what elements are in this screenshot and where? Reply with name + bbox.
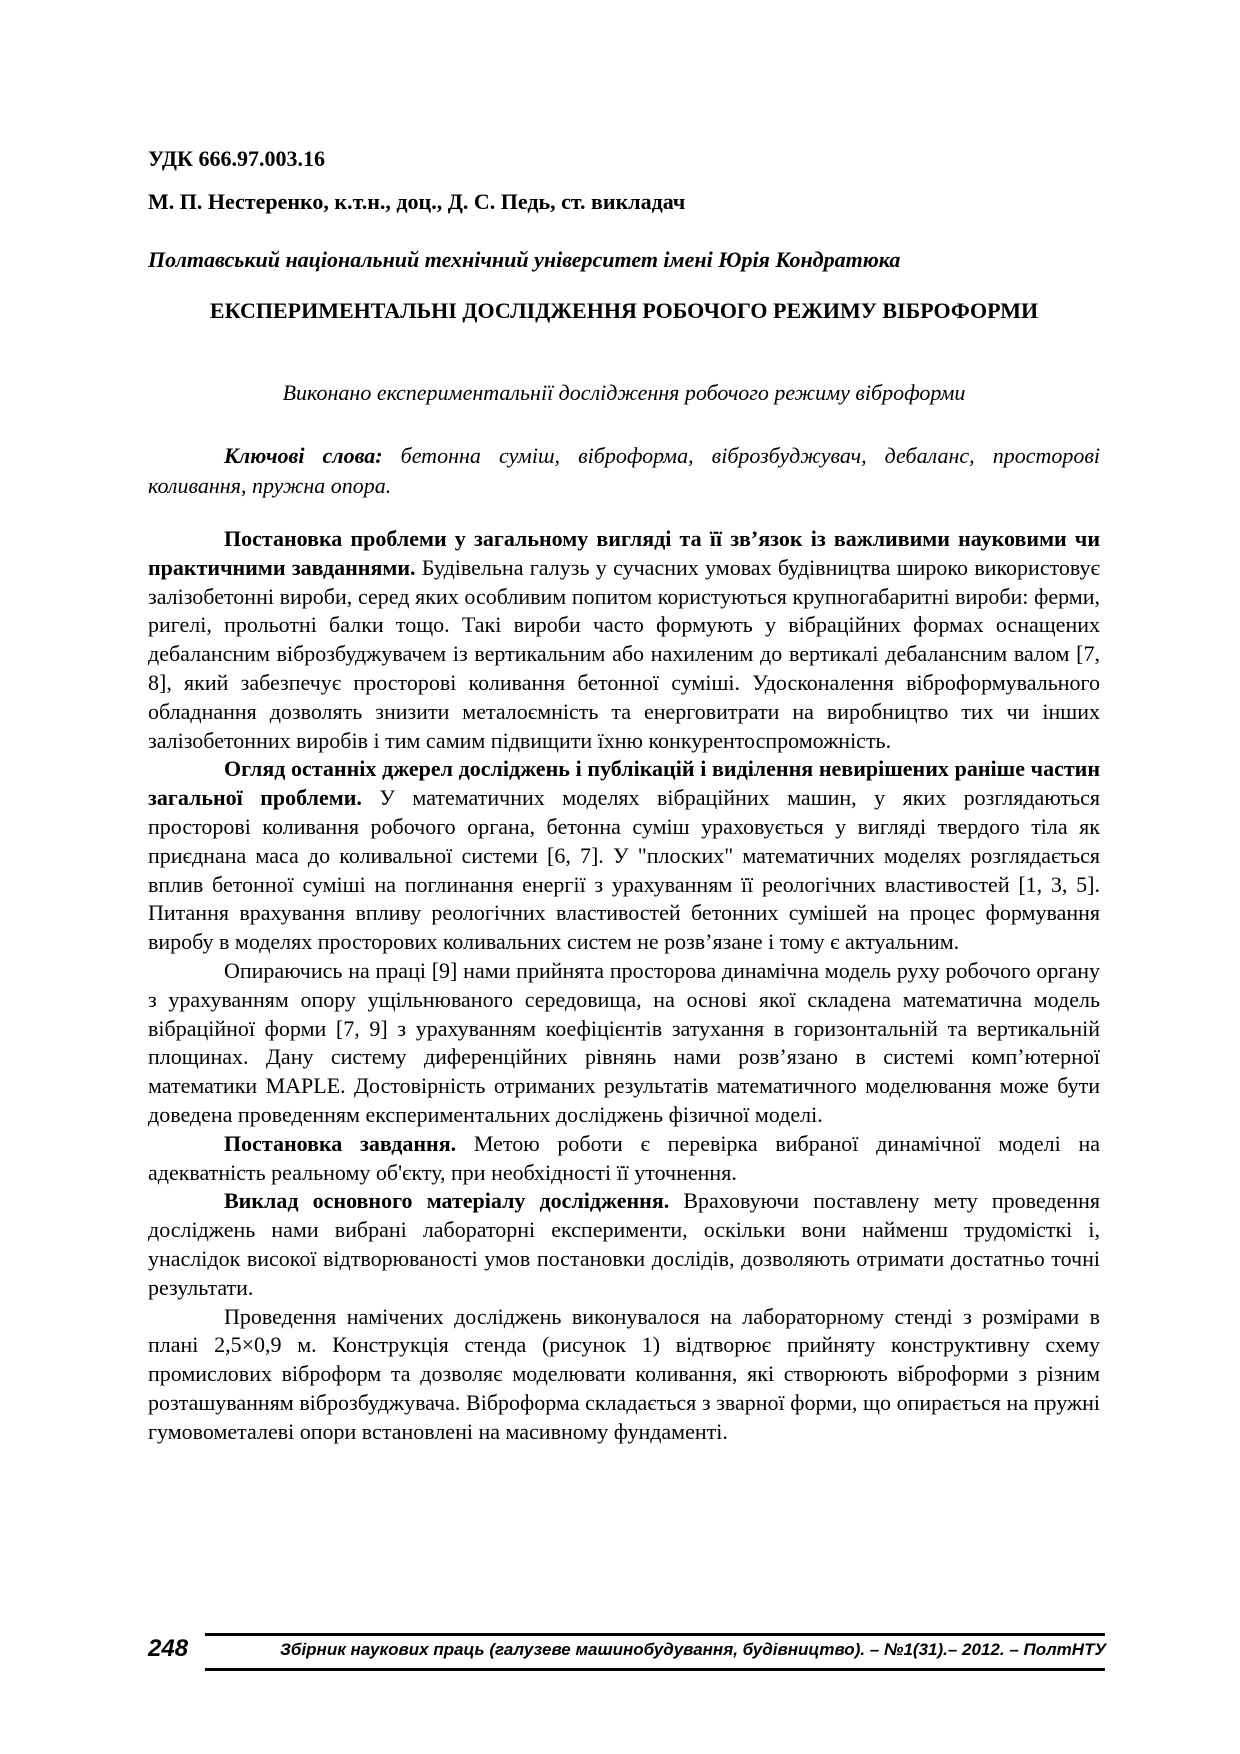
paragraph [148,525,1100,755]
paragraph-text: Метою роботи є перевірка вибраної динамічної моделі на адекватність реальному об'єкту, при необхідності її уточнення. [148,1130,1100,1185]
affiliation: Полтавський національний технічний університет імені Юрія Кондратюка [148,247,901,272]
paragraph-lead: Виклад основного матеріалу дослідження. [224,1188,670,1214]
footer-rule-bottom [205,1668,1105,1671]
udk-code: УДК 666.97.003.16 [148,146,326,171]
keywords-text: бетонна суміш, віброформа, віброзбуджувач, дебаланс, просторові коливання, пружна опора. [148,443,1101,498]
article-body [148,525,1100,1447]
paragraph [148,1303,1100,1447]
paragraph-text: Проведення намічених досліджень виконувалося на лабораторному стенді з розмірами в плані 2,5×0,9 м. Конструкція стенда (рисунок 1) відтворює прийняту конструктивну схему промислових віброформ та дозволяє моделювати коливання, які створюють віброформи з різним розташуванням віброзбуджувача. Віброформа складається з зварної форми, що опирається на пружні гумовометалеві опори встановлені на масивному фундаменті. [148,1303,1100,1444]
paragraph-lead: Постановка проблеми у загальному вигляді та її зв’язок із важливими науковими чи практичними завданнями. [148,526,1100,580]
paragraph-text: У математичних моделях вібраційних машин, у яких розглядаються просторові коливання робочого органа, бетонна суміш ураховується у вигляді твердого тіла як приєднана маса до коливальної системи [6, 7]. У "плоских" математичних моделях розглядається вплив бетонної суміші на поглинання енергії з урахуванням її реологічних властивостей [1, 3, 5]. Питання врахування впливу реологічних властивостей бетонних сумішей на процес формування виробу в моделях просторових коливальних систем не розв’язане і тому є актуальним. [148,785,1100,955]
paragraph-text: Враховуючи поставлену мету проведення досліджень нами вибрані лабораторні експерименти, оскільки вони найменш трудомісткі і, унаслідок високої відтворюваності умов постановки дослідів, дозволяють отримати достатньо точні результати. [148,1188,1100,1300]
page-number: 248 [148,1635,189,1662]
paragraph [148,957,1100,1130]
journal-name: Збірник наукових праць (галузеве машинобудування, будівництво). – №1(31).– 2012. – ПолтНТУ [280,1640,1106,1659]
footer-rule-top [205,1633,1105,1636]
paragraph-text: Будівельна галузь у сучасних умовах будівництва широко використовує залізобетонні вироби, серед яких особливим попитом користуються крупногабаритні вироби: ферми, ригелі, прольотні балки тощо. Такі вироби часто формують у вібраційних формах оснащених дебалансним віброзбуджувачем із вертикальним або нахиленим до вертикалі дебалансним валом [7, 8], який забезпечує просторові коливання бетонної суміші. Удосконалення віброформувального обладнання дозволять знизити металоємність та енерговитрати на виробництво тих чи інших залізобетонних виробів і тим самим підвищити їхню конкурентоспроможність. [148,554,1100,753]
paragraph-lead: Огляд останніх джерел досліджень і публікацій і виділення невирішених раніше частин загальної проблеми. [148,756,1100,811]
paragraph [148,1187,1100,1302]
article-title: ЕКСПЕРИМЕНТАЛЬНІ ДОСЛІДЖЕННЯ РОБОЧОГО РЕЖИМУ ВІБРОФОРМИ [209,298,1039,323]
abstract: Виконано експериментальнії дослідження робочого режиму віброформи [282,380,966,405]
paragraph [148,1130,1100,1188]
authors: М. П. Нестеренко, к.т.н., доц., Д. С. Педь, ст. викладач [148,189,686,214]
paragraph [148,755,1100,957]
keywords [148,441,1100,501]
keywords-label: Ключові слова: [224,443,383,468]
paragraph-text: Опираючись на праці [9] нами прийнята просторова динамічна модель руху робочого органу з урахуванням опору ущільнюваного середовища, на основі якої складена математична модель вібраційної форми [7, 9] з урахуванням коефіцієнтів затухання в горизонтальній та вертикальній площинах. Дану систему диференційних рівнянь нами розв’язано в системі комп’ютерної математики MAPLE. Достовірність отриманих результатів математичного моделювання може бути доведена проведенням експериментальних досліджень фізичної моделі. [148,957,1100,1127]
paragraph-lead: Постановка завдання. [224,1130,457,1156]
